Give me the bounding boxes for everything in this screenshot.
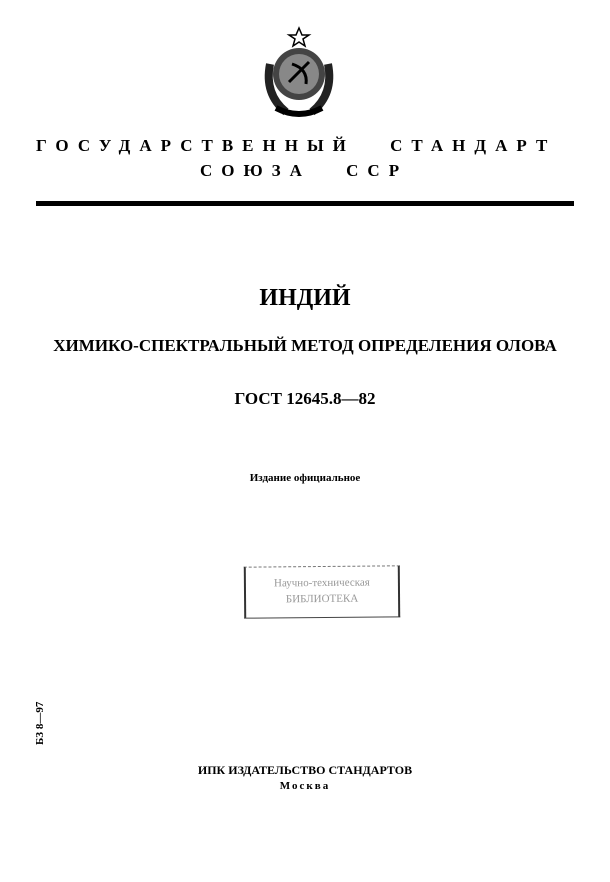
header-line-2: СОЮЗА ССР	[200, 161, 409, 180]
page-subtitle: ХИМИКО-СПЕКТРАЛЬНЫЙ МЕТОД ОПРЕДЕЛЕНИЯ ОЛОВА	[53, 336, 557, 355]
side-note: БЗ 8—97	[34, 701, 46, 745]
stamp-line-1: Научно-техническая	[273, 576, 370, 590]
header-line-1: ГОСУДАРСТВЕННЫЙ СТАНДАРТ	[36, 136, 557, 155]
standard-designation: ГОСТ 12645.8—82	[234, 389, 376, 408]
edition-note: Издание официальное	[249, 472, 361, 484]
page-title: ИНДИЙ	[259, 285, 351, 311]
stamp-line-2: БИБЛИОТЕКА	[285, 592, 359, 606]
publisher-city: Москва	[279, 780, 331, 792]
library-stamp	[244, 565, 400, 618]
header-divider	[36, 201, 574, 206]
ussr-emblem-icon	[256, 24, 342, 124]
publisher: ИПК ИЗДАТЕЛЬСТВО СТАНДАРТОВ	[197, 763, 413, 777]
